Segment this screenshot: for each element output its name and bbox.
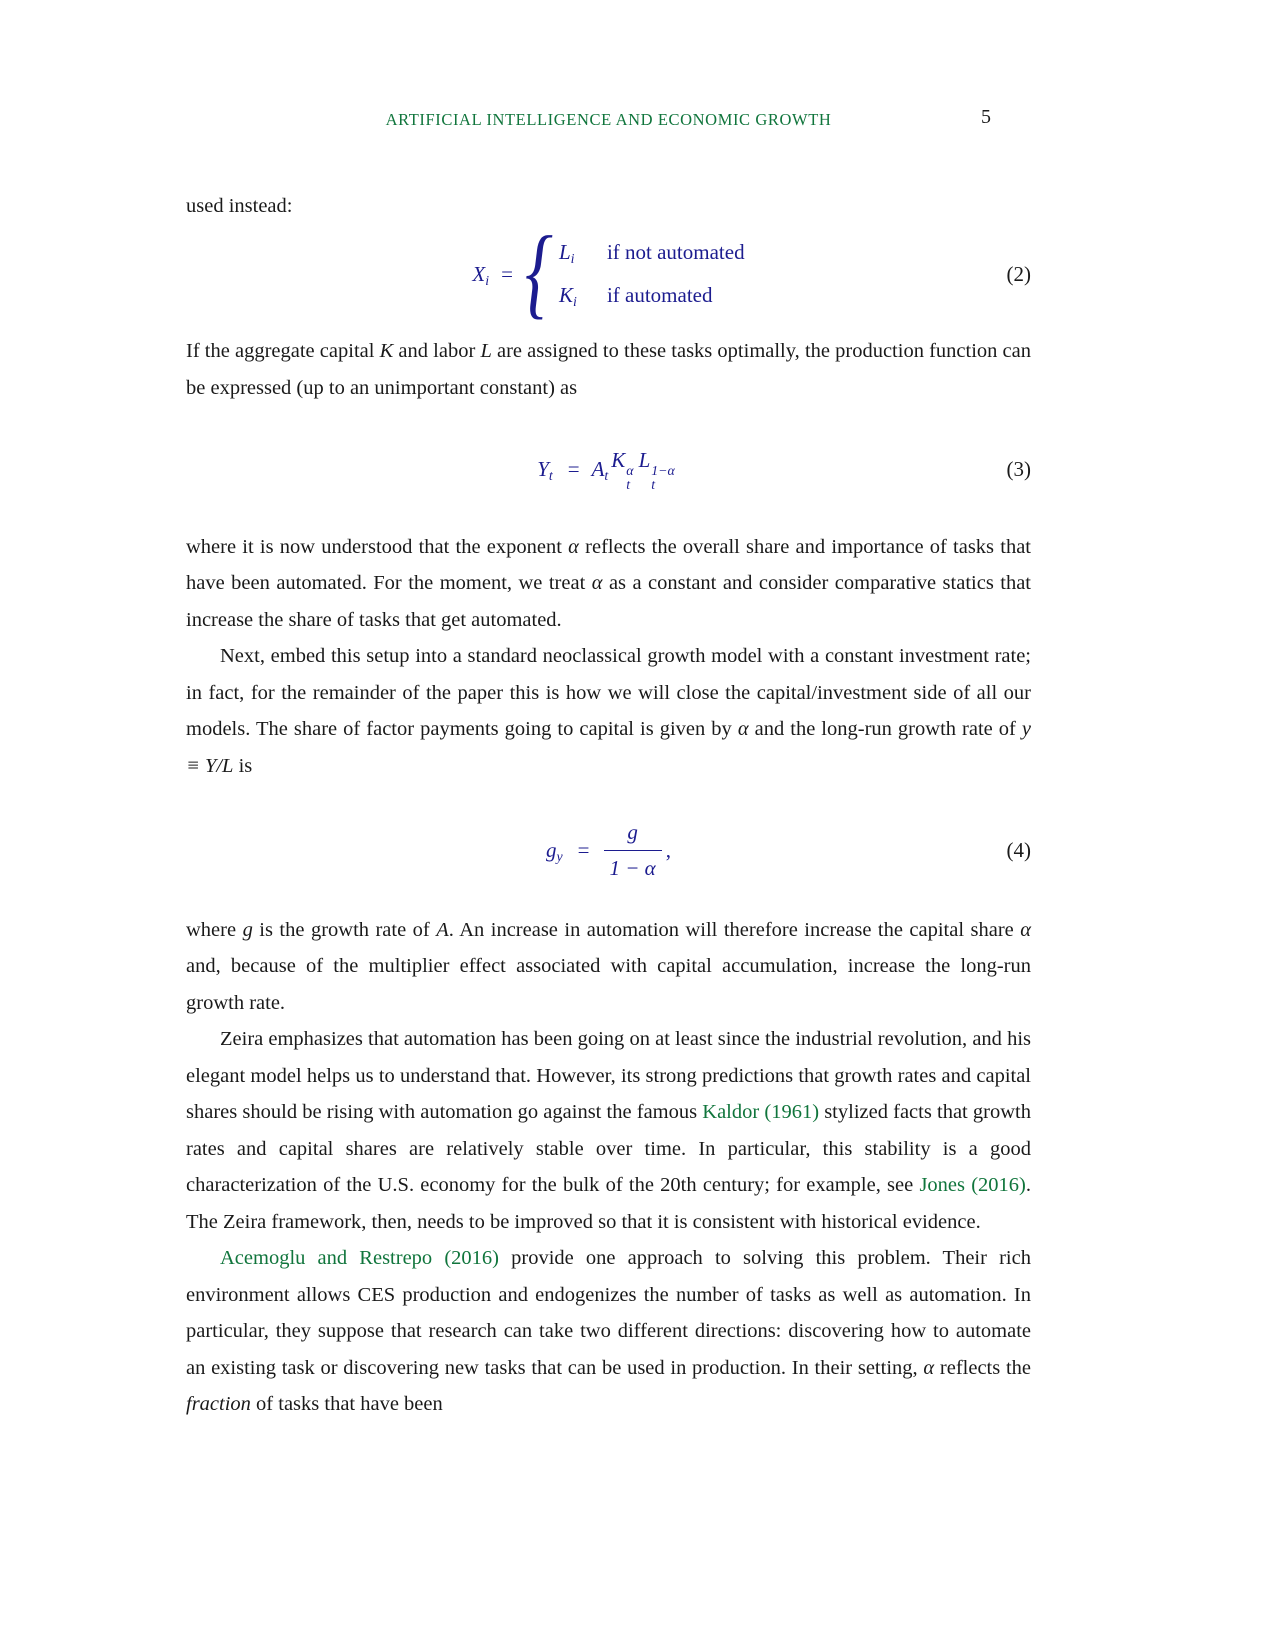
inline-math: α (568, 535, 579, 558)
text-segment: of tasks that have been (250, 1393, 443, 1416)
math-term (639, 446, 677, 493)
page-number: 5 (981, 106, 991, 128)
text-segment: reflects the (934, 1356, 1031, 1379)
inline-math: α (923, 1356, 935, 1379)
equation-2-lhs (472, 260, 525, 288)
text-segment: If the aggregate capital (186, 340, 380, 363)
equals-sign: = (577, 837, 590, 862)
math-subscript: i (572, 293, 577, 309)
equation-2 (186, 218, 1031, 330)
citation-kaldor-1961[interactable]: Kaldor (1961) (702, 1101, 820, 1124)
math-symbol: X (472, 261, 486, 286)
text-segment: provide one approach to solving this problem. Their rich environment allows CES production and endogenizes the number of tasks as well as automation. In particular, they suppose that research can take two different directions: discovering how to automate an existing task or discovering new tasks that can be used in production. In their setting, (186, 1247, 1031, 1379)
math-symbol: K (611, 448, 626, 473)
math-term (559, 238, 607, 266)
equation-number: (3) (1006, 457, 1031, 482)
math-term (537, 455, 553, 483)
text-segment: is (233, 754, 253, 777)
inline-math: α (737, 718, 749, 741)
text-segment: . An increase in automation will therefore increase the capital share (448, 918, 1021, 941)
math-subscript: t (626, 477, 631, 493)
math-symbol: K (558, 282, 573, 307)
math-symbol: L (638, 448, 651, 473)
equation-4 (186, 818, 1031, 882)
paragraph-neoclassical-model (186, 638, 1031, 784)
inline-math: A (436, 918, 449, 941)
paragraph-acemoglu-restrepo (186, 1240, 1031, 1422)
math-subscript: i (570, 251, 575, 267)
equation-number: (4) (1006, 837, 1031, 862)
inline-math: α (1020, 918, 1032, 941)
case-condition: if not automated (606, 240, 745, 265)
math-sup-sub (626, 464, 633, 493)
inline-math: L (480, 340, 492, 363)
paragraph-used-instead (186, 188, 1031, 224)
math-symbol: g (546, 837, 557, 862)
running-head: ARTIFICIAL INTELLIGENCE AND ECONOMIC GROWTH (385, 110, 832, 129)
paragraph-exponent-alpha (186, 529, 1031, 638)
inline-math: y ≡ Y/L (186, 718, 1031, 777)
emphasized-term: fraction (186, 1393, 251, 1416)
text-segment: and, because of the multiplier effect associated with capital accumulation, increase the long-run growth rate. (186, 955, 1031, 1014)
text-segment: is the growth rate of (252, 918, 437, 941)
text-segment: stylized facts that growth rates and capital shares are relatively stable over time. In particular, this stability is a good characterization of the U.S. economy for the bulk of the 20th century; for example, see (186, 1101, 1031, 1197)
math-symbol: L (558, 240, 571, 265)
fraction (604, 818, 662, 882)
text-segment: reflects the overall share and importance of tasks that have been automated. For the moment, we treat (186, 535, 1031, 595)
math-symbol: A (591, 457, 605, 482)
math-sup-sub (651, 464, 675, 493)
citation-acemoglu-restrepo-2016[interactable]: Acemoglu and Restrepo (2016) (220, 1247, 499, 1270)
math-subscript: y (556, 848, 563, 864)
equation-punctuation: , (665, 837, 671, 862)
text-segment: where (186, 918, 243, 941)
page-header (186, 106, 1031, 138)
inline-math: α (591, 572, 603, 595)
text-segment: as a constant and consider comparative statics that increase the share of tasks that get automated. (186, 572, 1031, 631)
text-segment: and labor (393, 340, 481, 363)
math-subscript: t (651, 477, 656, 493)
math-superscript: α (626, 462, 634, 478)
math-subscript: t (604, 468, 609, 484)
math-term (559, 281, 607, 309)
fraction-denominator: 1 − α (604, 850, 662, 882)
citation-jones-2016[interactable]: Jones (2016) (919, 1174, 1026, 1197)
equals-sign: = (567, 457, 580, 482)
paragraph-zeira (186, 1021, 1031, 1240)
math-term (592, 455, 609, 483)
text-segment: Next, embed this setup into a standard neoclassical growth model with a constant investment rate; in fact, for the remainder of the paper this is how we will close the capital/investment side of all our models. The share of factor payments going to capital is given by (186, 645, 1031, 741)
text-segment: and the long-run growth rate of (748, 718, 1022, 741)
text-block (186, 106, 1031, 1423)
equation-number: (2) (1006, 261, 1031, 286)
text-segment: . The Zeira framework, then, needs to be improved so that it is consistent with historical evidence. (186, 1174, 1031, 1233)
paragraph-growth-rate (186, 912, 1031, 1021)
text-segment: are assigned to these tasks optimally, the production function can be expressed (up to an unimportant constant) as (186, 340, 1032, 399)
inline-math: K (379, 340, 394, 363)
math-symbol: Y (537, 457, 549, 482)
cases-brace: { (524, 218, 553, 330)
case-not-automated (559, 238, 745, 266)
case-condition: if automated (606, 282, 713, 307)
text-segment: Zeira emphasizes that automation has been going on at least since the industrial revolution, and his elegant model helps us to understand that. However, its strong predictions that growth rates and capital shares should be rising with automation go against the famous (186, 1028, 1031, 1124)
text-segment: used instead: (186, 195, 293, 217)
inline-math: g (242, 918, 253, 941)
text-segment: where it is now understood that the exponent (186, 535, 569, 558)
case-automated (559, 281, 745, 309)
math-subscript: t (548, 468, 553, 484)
equation-3 (186, 446, 1031, 493)
math-term (611, 446, 635, 493)
fraction-numerator: g (627, 820, 638, 845)
cases-block (559, 234, 745, 313)
math-superscript: 1−α (651, 462, 675, 478)
equals-sign: = (501, 261, 513, 286)
math-subscript: i (485, 272, 490, 288)
math-term (546, 836, 563, 864)
paragraph-aggregate-capital (186, 333, 1031, 406)
